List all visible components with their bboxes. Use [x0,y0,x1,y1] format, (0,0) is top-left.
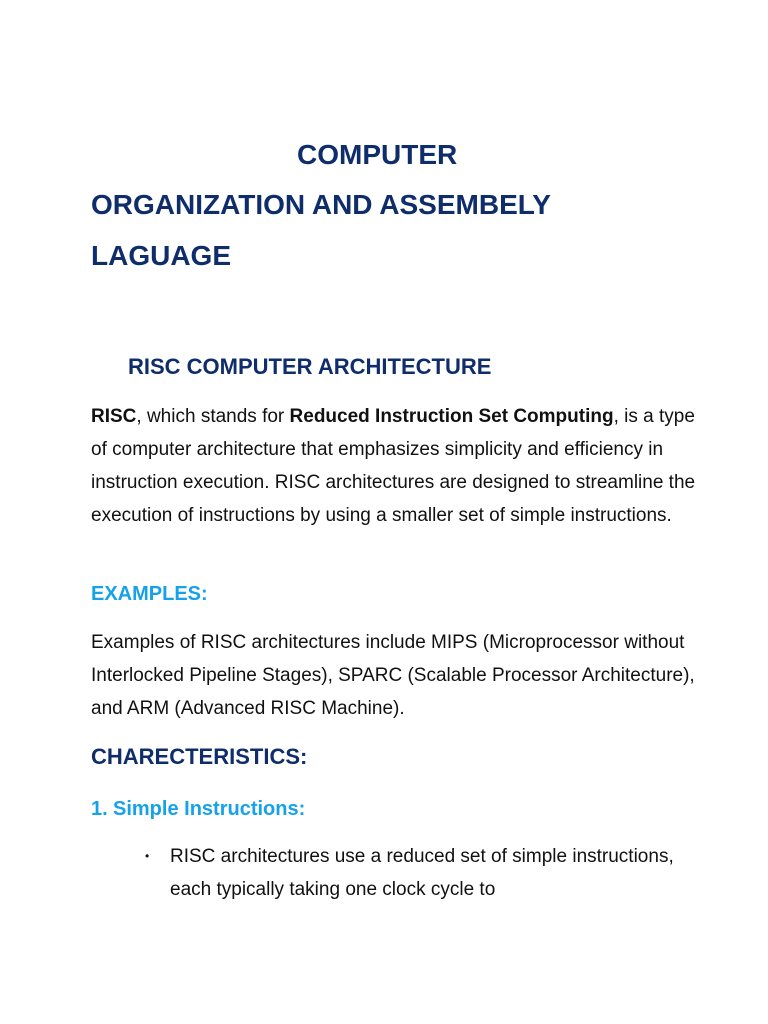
title-line-3: LAGUAGE [91,240,231,271]
risc-term: RISC [91,406,137,427]
bullet-item [145,840,705,906]
item-label: Simple Instructions: [113,798,306,820]
title-line-1: COMPUTER [297,139,458,170]
examples-heading: EXAMPLES: [91,583,208,605]
characteristics-heading: CHARECTERISTICS: [91,744,308,769]
intro-part-1: , which stands for [136,406,290,427]
bullet-icon: • [145,849,150,863]
examples-paragraph: Examples of RISC architectures include MIPS (Microprocessor without Interlocked Pipeline Stages), SPARC (Scalable Processor Architecture), and ARM (Advanced RISC Machine). [91,632,695,719]
intro-paragraph [91,400,711,532]
title-line-2: ORGANIZATION AND ASSEMBELY [91,189,551,220]
section-heading: RISC COMPUTER ARCHITECTURE [128,354,492,379]
item-number: 1. [91,798,108,820]
numbered-item-simple-instructions [91,795,305,823]
risc-expansion: Reduced Instruction Set Computing [289,406,614,427]
intro-part-2: , is a type of computer architecture that emphasizes simplicity and efficiency in instruction execution. RISC architectures are designed to streamline the execution of instructions by using a smaller set of simple instructions. [91,406,696,526]
bullet-text: RISC architectures use a reduced set of simple instructions, each typically taking one clock cycle to [170,846,674,900]
